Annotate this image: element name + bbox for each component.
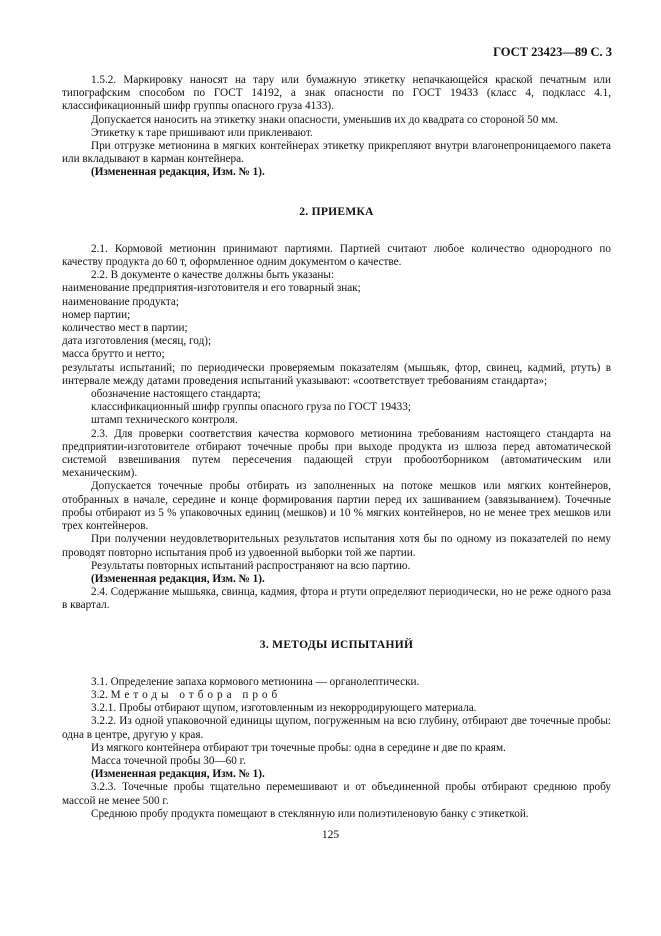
amendment-note: (Измененная редакция, Изм. № 1). xyxy=(91,768,265,781)
paragraph-2-1: 2.1. Кормовой метионин принимают партиями. Партией считают любое количество однородного по качеству продукта до 60 т, оформленное одним документом о качестве. xyxy=(62,242,611,269)
amendment-note: (Измененная редакция, Изм. № 1). xyxy=(91,572,265,585)
paragraph-3-2-2: 3.2.2. Из одной упаковочной единицы щупом, погруженным на всю глубину, отбирают две точечные пробы: одна в центре, другую у края. xyxy=(62,715,611,741)
paragraph-3-1: 3.1. Определение запаха кормового метионина — органолептически. xyxy=(91,675,420,688)
paragraph-2-4: 2.4. Содержание мышьяка, свинца, кадмия, фтора и ртути определяют периодически, но не реже одного раза в квартал. xyxy=(62,586,611,612)
list-item: наименование предприятия-изготовителя и его товарный знак; xyxy=(62,282,361,295)
list-item: результаты испытаний; по периодически проверяемым показателям (мышьяк, фтор, свинец, кадмий, ртуть) в интервале между датами проведения испытаний указывают: «соответствует требованиям стандарта»; xyxy=(62,361,611,387)
amendment-note: (Измененная редакция, Изм. № 1). xyxy=(91,166,265,179)
section-2-title: 2. ПРИЕМКА xyxy=(299,205,374,218)
paragraph: При отгрузке метионина в мягких контейнерах этикетку прикрепляют внутри влагонепроницаемого пакета или вкладывают в карман контейнера. xyxy=(62,140,611,166)
paragraph: Результаты повторных испытаний распространяют на всю партию. xyxy=(91,559,411,572)
clause-number: 3.2. xyxy=(91,688,108,701)
list-item: номер партии; xyxy=(62,308,131,321)
page-header: ГОСТ 23423—89 С. 3 xyxy=(493,45,612,59)
list-item: масса брутто и нетто; xyxy=(62,348,165,361)
list-item: обозначение настоящего стандарта; xyxy=(91,388,261,401)
list-item: количество мест в партии; xyxy=(62,322,188,335)
paragraph-2-3: 2.3. Для проверки соответствия качества кормового метионина требованиям настоящего стандарта на предприятии-изготовителе отбирают точечные пробы при выходе продукта из шлюза перед автоматической системой взвешивания путем пересечения падающей струи пробоотборником (автоматическим или механическим). xyxy=(62,427,611,480)
paragraph-3-2-3: 3.2.3. Точечные пробы тщательно перемешивают и от объединенной пробы отбирают среднюю пробу массой не менее 500 г. xyxy=(62,781,611,807)
paragraph: При получении неудовлетворительных результатов испытания хотя бы по одному из показателей по нему проводят повторно испытания проб из удвоенной выборки той же партии. xyxy=(62,533,611,559)
clause-title: Методы отбора проб xyxy=(110,688,282,701)
paragraph-3-2-1: 3.2.1. Пробы отбирают щупом, изготовленным из некорродирующего материала. xyxy=(91,702,477,715)
paragraph: Из мягкого контейнера отбирают три точечные пробы: одна в середине и две по краям. xyxy=(91,741,506,754)
paragraph: Допускается точечные пробы отбирать из заполненных на потоке мешков или мягких контейнеров, отобранных в начале, середине и конце формирования партии перед их зашиванием (завязыванием). Точечные пробы отбирают из 5 % упаковочных единиц (мешков) и 10 % мягких контейнеров, но не менее трех мешков или трех контейнеров. xyxy=(62,480,611,533)
list-item: наименование продукта; xyxy=(62,295,179,308)
paragraph-3-2 xyxy=(62,689,611,702)
page-content xyxy=(62,74,611,821)
paragraph-2-2: 2.2. В документе о качестве должны быть указаны: xyxy=(91,269,334,282)
paragraph: Допускается наносить на этикетку знаки опасности, уменьшив их до квадрата со стороной 50 мм. xyxy=(91,113,559,126)
section-3-title: 3. МЕТОДЫ ИСПЫТАНИЙ xyxy=(259,638,414,651)
paragraph: Этикетку к таре пришивают или приклеивают. xyxy=(91,126,313,139)
list-item: дата изготовления (месяц, год); xyxy=(62,335,212,348)
paragraph: Масса точечной пробы 30—60 г. xyxy=(91,754,246,767)
list-item: штамп технического контроля. xyxy=(91,414,238,427)
paragraph: Среднюю пробу продукта помещают в стеклянную или полиэтиленовую банку с этикеткой. xyxy=(91,807,529,820)
list-item: классификационный шифр группы опасного груза по ГОСТ 19433; xyxy=(91,401,411,414)
paragraph-1-5-2: 1.5.2. Маркировку наносят на тару или бумажную этикетку непачкающейся краской печатным или типографским способом по ГОСТ 14192, а знак опасности по ГОСТ 19433 (класс 4, подкласс 4.1, классификационный шифр группы опасного груза 4133). xyxy=(62,74,611,113)
page-number: 125 xyxy=(321,829,340,841)
